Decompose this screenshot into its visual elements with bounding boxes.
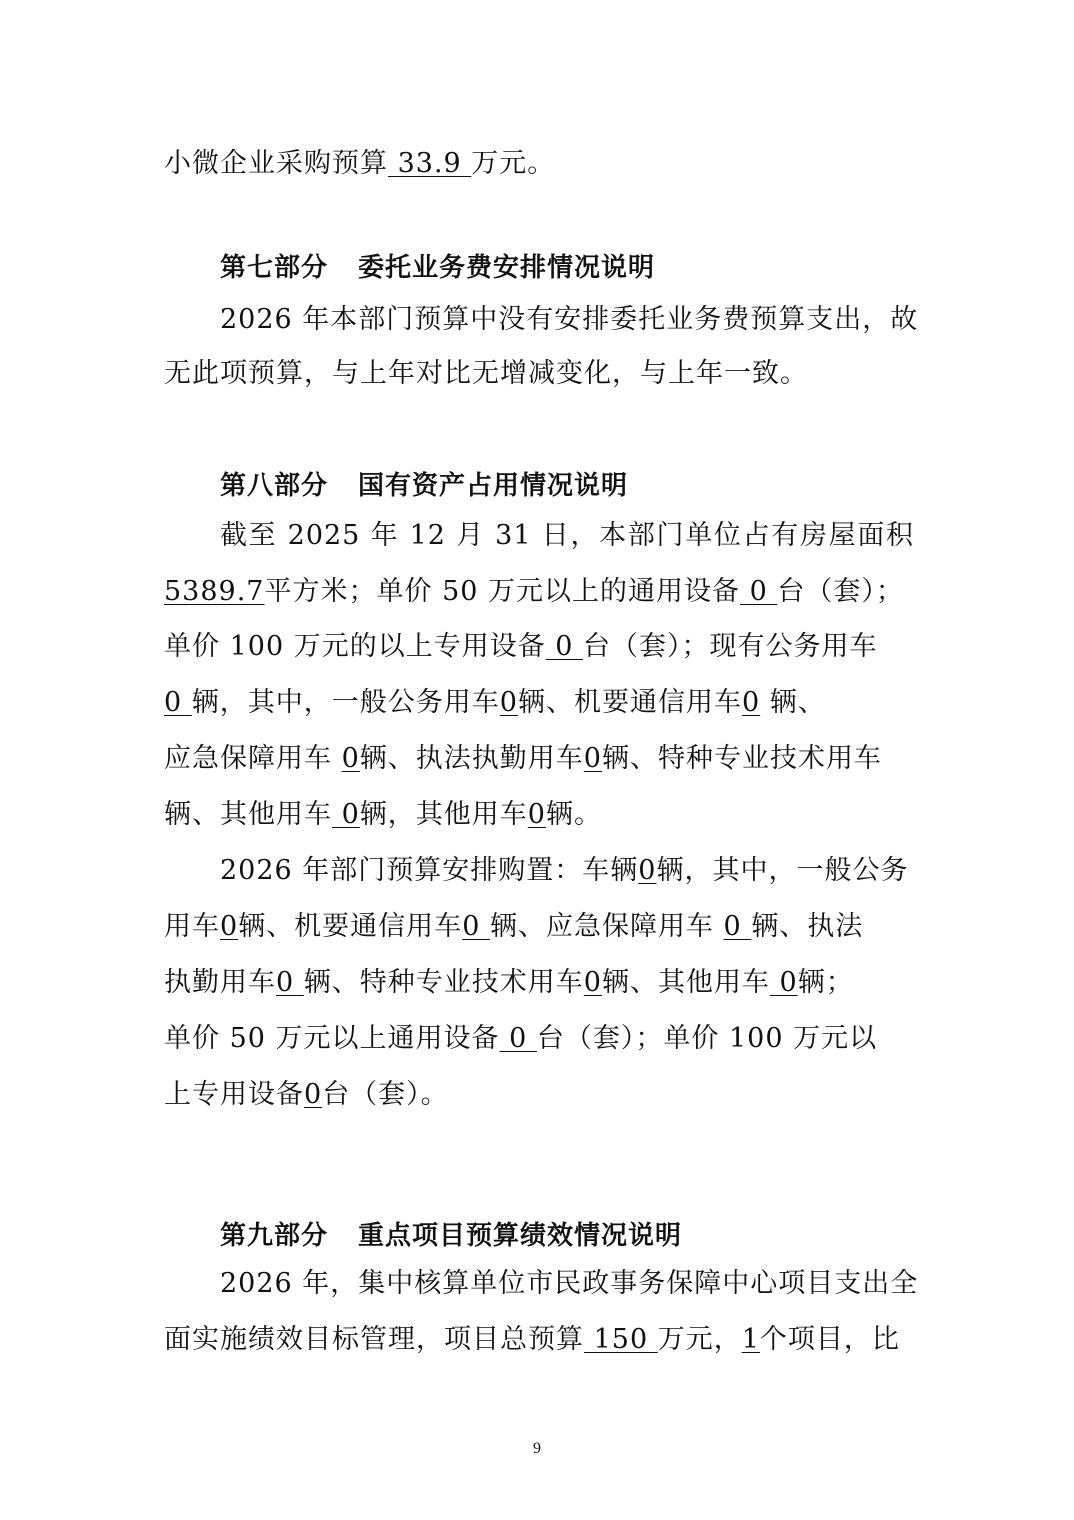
filled-value: 5389.7 xyxy=(164,576,265,607)
text-run: 执勤用车 xyxy=(164,967,276,998)
text-line xyxy=(164,1077,914,1113)
filled-value: 0 xyxy=(164,687,192,718)
filled-value: 0 xyxy=(545,631,584,662)
section-number: 第七部分 xyxy=(220,253,329,283)
section-heading-part9 xyxy=(220,1218,682,1254)
section-title: 委托业务费安排情况说明 xyxy=(358,253,656,283)
filled-value: 33.9 xyxy=(388,148,472,179)
filled-value: 1 xyxy=(741,1324,760,1355)
text-run: 辆、应急保障用车 xyxy=(489,911,724,942)
text-run: 台（套）；现有公务用车 xyxy=(583,631,878,662)
text-run: 2026 年部门预算安排购置：车辆 xyxy=(220,855,639,886)
filled-value: 0 xyxy=(740,576,778,607)
text-line: 截至 2025 年 12 月 31 日，本部门单位占有房屋面积 xyxy=(220,520,914,551)
text-run: 个项目，比 xyxy=(759,1324,900,1355)
filled-value: 0 xyxy=(499,1023,537,1054)
text-run: 面实施绩效目标管理，项目总预算 xyxy=(164,1324,584,1355)
text-run: 万元。 xyxy=(471,148,556,179)
section-heading-part8 xyxy=(220,468,628,504)
text-run: 辆； xyxy=(797,967,854,998)
text-run: 应急保障用车 xyxy=(164,743,342,774)
text-line xyxy=(164,1021,914,1057)
filled-value: 0 xyxy=(527,799,546,830)
section-number: 第八部分 xyxy=(220,471,329,501)
text-run: 辆、执法执勤用车 xyxy=(359,743,584,774)
text-line xyxy=(164,965,914,1001)
text-run: 辆，其中，一般公务用车 xyxy=(191,687,500,718)
section-title: 重点项目预算绩效情况说明 xyxy=(358,1221,683,1251)
text-run: 台（套）。 xyxy=(322,1079,449,1110)
text-run: 辆。 xyxy=(545,799,602,830)
text-run: 辆、 xyxy=(760,687,826,718)
text-line xyxy=(164,1322,914,1358)
filled-value: 0 xyxy=(276,967,304,998)
filled-value: 0 xyxy=(769,967,798,998)
text-run: 小微企业采购预算 xyxy=(164,148,388,179)
text-line xyxy=(164,741,914,777)
text-run: 单价 100 万元的以上专用设备 xyxy=(164,631,546,662)
page-number: 9 xyxy=(533,1440,541,1457)
text-line: 2026 年，集中核算单位市民政事务保障中心项目支出全 xyxy=(220,1268,919,1299)
text-run: 平方米；单价 50 万元以上的通用设备 xyxy=(264,576,741,607)
text-run: 台（套）； xyxy=(777,576,904,607)
text-run: 辆，其他用车 xyxy=(359,799,528,830)
text-run: 万元， xyxy=(657,1324,742,1355)
text-run: 辆、其他用车 xyxy=(164,799,332,830)
filled-value: 0 xyxy=(499,687,518,718)
text-run: 上专用设备 xyxy=(164,1079,304,1110)
text-line xyxy=(164,797,914,833)
text-run: 辆、特种专业技术用车 xyxy=(303,967,584,998)
filled-value: 0 xyxy=(462,911,490,942)
text-run: 台（套）；单价 100 万元以 xyxy=(536,1023,878,1054)
section-heading-part7 xyxy=(220,250,655,286)
text-line xyxy=(164,629,914,665)
filled-value: 0 xyxy=(741,687,761,718)
text-line: 2026 年本部门预算中没有安排委托业务费预算支出，故 xyxy=(220,304,919,335)
filled-value: 0 xyxy=(341,743,360,774)
text-line xyxy=(220,853,914,889)
filled-value: 0 xyxy=(583,743,602,774)
filled-value: 0 xyxy=(583,967,602,998)
text-run: 单价 50 万元以上通用设备 xyxy=(164,1023,500,1054)
text-run: 辆、特种专业技术用车 xyxy=(601,743,882,774)
text-line xyxy=(164,574,914,610)
filled-value: 150 xyxy=(584,1324,658,1355)
text-run: 辆、机要通信用车 xyxy=(517,687,742,718)
text-run: 辆、机要通信用车 xyxy=(238,911,463,942)
text-line xyxy=(164,146,914,182)
text-run: 用车 xyxy=(164,911,220,942)
filled-value: 0 xyxy=(332,799,360,830)
filled-value: 0 xyxy=(220,911,239,942)
text-line: 无此项预算，与上年对比无增减变化，与上年一致。 xyxy=(164,358,808,389)
text-run: 辆、其他用车 xyxy=(601,967,770,998)
text-run: 辆、执法 xyxy=(751,911,864,942)
text-line xyxy=(164,909,914,945)
filled-value: 0 xyxy=(638,855,657,886)
text-run: 辆，其中，一般公务 xyxy=(656,855,909,886)
filled-value: 0 xyxy=(723,911,752,942)
text-line xyxy=(164,685,914,721)
filled-value: 0 xyxy=(304,1079,323,1110)
section-title: 国有资产占用情况说明 xyxy=(358,471,629,501)
section-number: 第九部分 xyxy=(220,1221,329,1251)
